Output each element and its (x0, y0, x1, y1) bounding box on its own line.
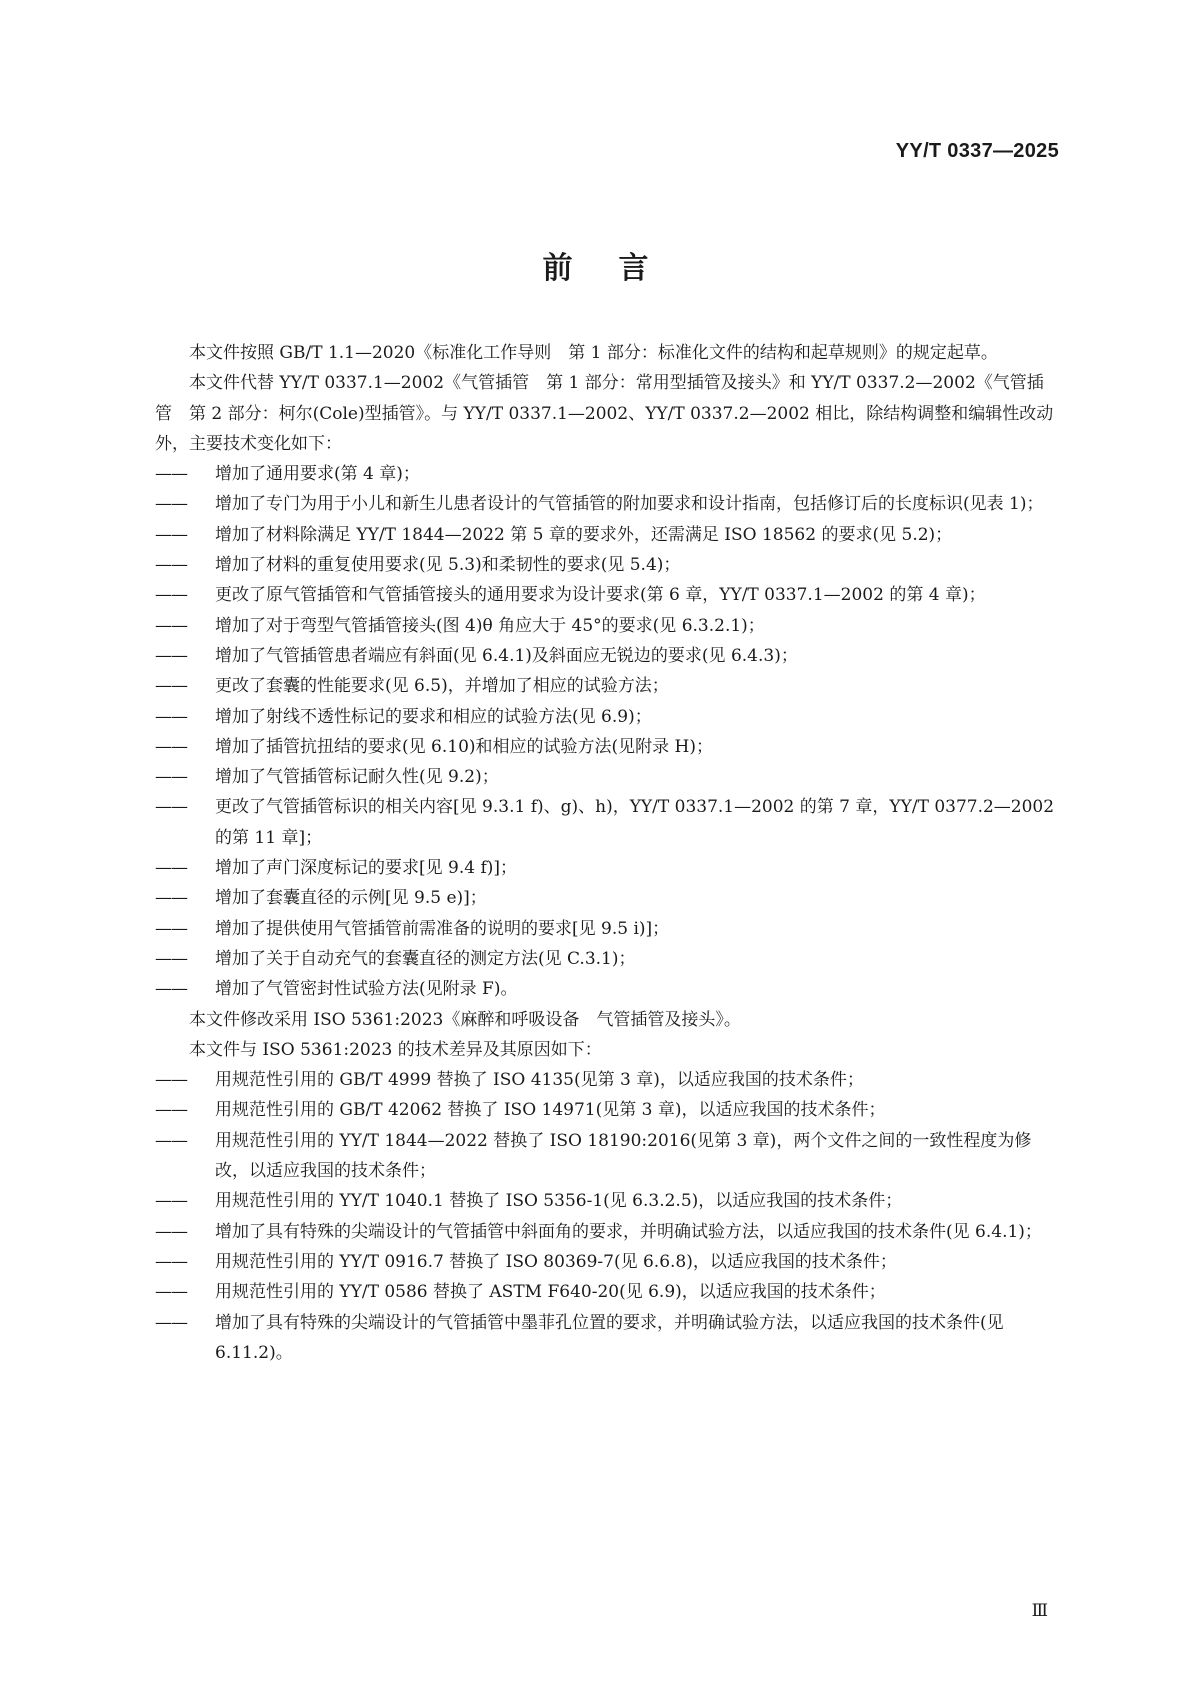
list-dash: —— (155, 676, 187, 697)
list-item-text: 增加了套囊直径的示例[见 9.5 e)]； (215, 888, 487, 909)
change-item (155, 702, 1055, 732)
list-item-text: 增加了气管密封性试验方法(见附录 F)。 (215, 979, 518, 1000)
change-item (155, 520, 1055, 550)
change-item (155, 489, 1055, 519)
change-item (155, 671, 1055, 701)
change-item (155, 944, 1055, 974)
list-item-text: 增加了对于弯型气管插管接头(图 4)θ 角应大于 45°的要求(见 6.3.2.1)； (215, 615, 765, 636)
list-dash: —— (155, 645, 187, 666)
list-item-text: 增加了具有特殊的尖端设计的气管插管中斜面角的要求，并明确试验方法，以适应我国的技术条件(见 6.4.1)； (215, 1221, 1042, 1242)
list-dash: —— (155, 1070, 187, 1091)
list-item-text: 增加了插管抗扭结的要求(见 6.10)和相应的试验方法(见附录 H)； (215, 736, 714, 757)
list-dash: —— (155, 615, 187, 636)
change-item (155, 792, 1055, 853)
list-item-text: 增加了关于自动充气的套囊直径的测定方法(见 C.3.1)； (215, 948, 636, 969)
list-dash: —— (155, 1100, 187, 1121)
list-dash: —— (155, 1221, 187, 1242)
list-dash: —— (155, 494, 187, 515)
paragraph-replacement: 本文件代替 YY/T 0337.1—2002《气管插管 第 1 部分：常用型插管及接头》和 YY/T 0337.2—2002《气管插管 第 2 部分：柯尔(Cole)型插管》。与 YY/T 0337.1—2002、YY/T 0337.2—2002 相比，除结构调整和编辑性改动外，主要技术变化如下： (155, 373, 1054, 454)
list-item-text: 用规范性引用的 YY/T 1040.1 替换了 ISO 5356-1(见 6.3.2.5)，以适应我国的技术条件； (215, 1191, 903, 1212)
difference-item (155, 1186, 1055, 1216)
list-item-text: 用规范性引用的 YY/T 1844—2022 替换了 ISO 18190:2016(见第 3 章)，两个文件之间的一致性程度为修改，以适应我国的技术条件； (215, 1130, 1032, 1182)
list-item-text: 增加了射线不透性标记的要求和相应的试验方法(见 6.9)； (215, 706, 652, 727)
changes-list (155, 459, 1055, 1004)
paragraph-drafting-rules: 本文件按照 GB/T 1.1—2020《标准化工作导则 第 1 部分：标准化文件的结构和起草规则》的规定起草。 (189, 343, 998, 363)
list-dash: —— (155, 706, 187, 727)
list-dash: —— (155, 1130, 187, 1151)
list-dash: —— (155, 736, 187, 757)
list-dash: —— (155, 585, 187, 606)
list-dash: —— (155, 1312, 187, 1333)
change-item (155, 762, 1055, 792)
paragraph-adoption: 本文件修改采用 ISO 5361:2023《麻醉和呼吸设备 气管插管及接头》。 (189, 1009, 741, 1030)
list-item-text: 用规范性引用的 YY/T 0916.7 替换了 ISO 80369-7(见 6.6.8)，以适应我国的技术条件； (215, 1251, 897, 1272)
list-item-text: 增加了具有特殊的尖端设计的气管插管中墨菲孔位置的要求，并明确试验方法，以适应我国的技术条件(见 6.11.2)。 (215, 1312, 1004, 1363)
list-item-text: 增加了专门为用于小儿和新生儿患者设计的气管插管的附加要求和设计指南，包括修订后的长度标识(见表 1)； (215, 494, 1044, 515)
change-item (155, 974, 1055, 1004)
document-number: YY/T 0337—2025 (895, 140, 1059, 162)
page-title: 前言 (542, 251, 695, 286)
list-item-text: 用规范性引用的 GB/T 42062 替换了 ISO 14971(见第 3 章)，以适应我国的技术条件； (215, 1100, 886, 1121)
list-dash: —— (155, 948, 187, 969)
difference-item (155, 1217, 1055, 1247)
list-dash: —— (155, 1191, 187, 1212)
list-dash: —— (155, 524, 187, 545)
list-dash: —— (155, 1282, 187, 1303)
change-item (155, 883, 1055, 913)
difference-item (155, 1095, 1055, 1125)
list-dash: —— (155, 464, 187, 485)
change-item (155, 580, 1055, 610)
list-item-text: 增加了材料的重复使用要求(见 5.3)和柔韧性的要求(见 5.4)； (215, 555, 681, 576)
list-dash: —— (155, 797, 187, 818)
change-item (155, 853, 1055, 883)
list-dash: —— (155, 918, 187, 939)
list-item-text: 更改了套囊的性能要求(见 6.5)，并增加了相应的试验方法； (215, 676, 669, 697)
list-dash: —— (155, 767, 187, 788)
difference-item (155, 1126, 1055, 1187)
list-item-text: 更改了气管插管标识的相关内容[见 9.3.1 f)、g)、h)，YY/T 0337.1—2002 的第 7 章，YY/T 0377.2—2002的第 11 章]； (215, 797, 1055, 848)
difference-item (155, 1308, 1055, 1369)
change-item (155, 611, 1055, 641)
list-dash: —— (155, 888, 187, 909)
list-item-text: 用规范性引用的 GB/T 4999 替换了 ISO 4135(见第 3 章)，以适应我国的技术条件； (215, 1070, 864, 1091)
list-item-text: 增加了声门深度标记的要求[见 9.4 f)]； (215, 858, 518, 879)
list-item-text: 用规范性引用的 YY/T 0586 替换了 ASTM F640-20(见 6.9)，以适应我国的技术条件； (215, 1282, 886, 1303)
list-dash: —— (155, 555, 187, 576)
difference-item (155, 1277, 1055, 1307)
list-item-text: 更改了原气管插管和气管插管接头的通用要求为设计要求(第 6 章，YY/T 0337.1—2002 的第 4 章)； (215, 585, 986, 606)
list-item-text: 增加了气管插管标记耐久性(见 9.2)； (215, 767, 499, 788)
list-item-text: 增加了材料除满足 YY/T 1844—2022 第 5 章的要求外，还需满足 ISO 18562 的要求(见 5.2)； (215, 524, 953, 545)
page-number: Ⅲ (1031, 1601, 1048, 1621)
change-item (155, 732, 1055, 762)
foreword-content (155, 338, 1055, 1368)
paragraph-differences-intro: 本文件与 ISO 5361:2023 的技术差异及其原因如下： (189, 1039, 602, 1060)
list-item-text: 增加了气管插管患者端应有斜面(见 6.4.1)及斜面应无锐边的要求(见 6.4.3)； (215, 645, 798, 666)
change-item (155, 641, 1055, 671)
difference-item (155, 1247, 1055, 1277)
change-item (155, 550, 1055, 580)
list-item-text: 增加了提供使用气管插管前需准备的说明的要求[见 9.5 i)]； (215, 918, 670, 939)
list-dash: —— (155, 979, 187, 1000)
list-dash: —— (155, 858, 187, 879)
change-item (155, 459, 1055, 489)
differences-list (155, 1065, 1055, 1368)
list-dash: —— (155, 1251, 187, 1272)
change-item (155, 914, 1055, 944)
difference-item (155, 1065, 1055, 1095)
list-item-text: 增加了通用要求(第 4 章)； (215, 464, 420, 485)
